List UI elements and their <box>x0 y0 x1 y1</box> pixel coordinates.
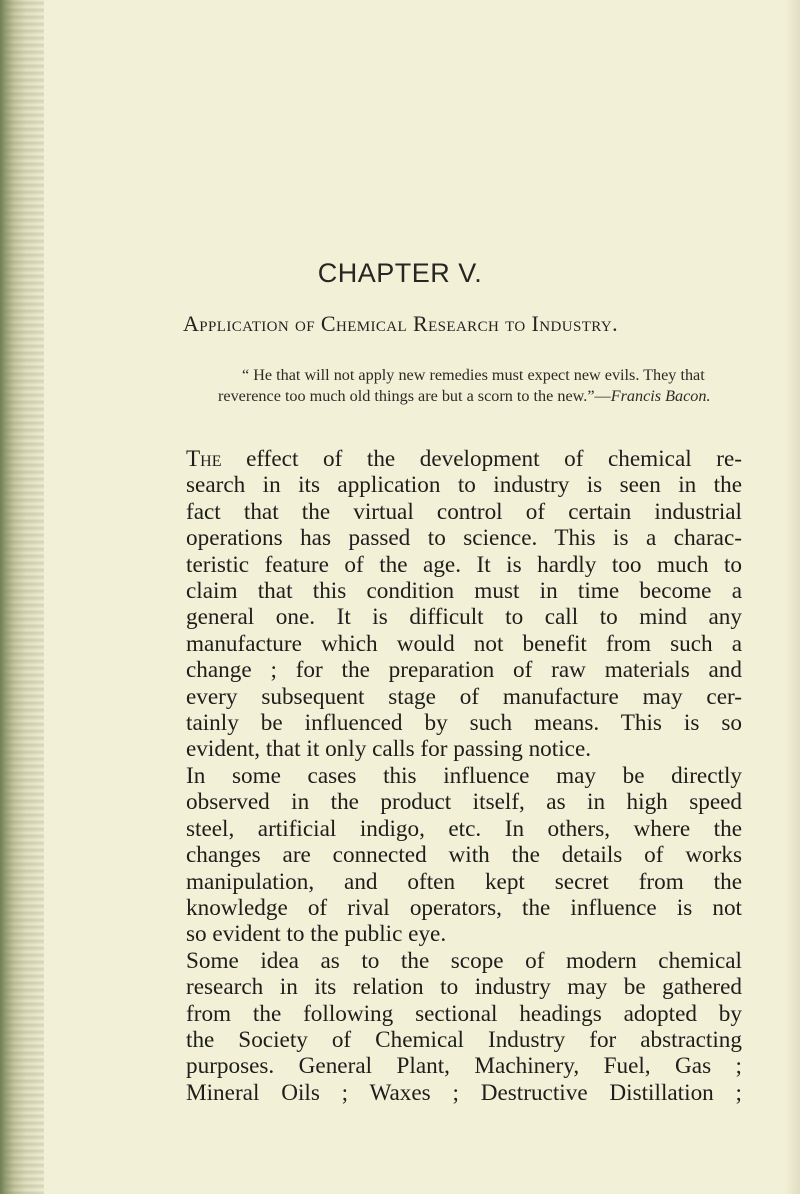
chapter-title: Application of Chemical Research to Industry. <box>183 311 618 336</box>
epigraph-quote: “ He that will not apply new remedies must expect new evils. They that reverence too much old things are but a scorn to the new.”— <box>218 366 705 405</box>
text-line: Mineral Oils ; Waxes ; Destructive Distillation ; <box>186 1079 742 1106</box>
paragraph-2 <box>186 763 742 948</box>
text-line: change ; for the preparation of raw materials and <box>186 657 742 684</box>
text-line: general one. It is difficult to call to mind any <box>186 604 742 631</box>
text-line: knowledge of rival operators, the influence is not <box>186 894 742 921</box>
text-line: so evident to the public eye. <box>186 921 447 948</box>
text-line: Some idea as to the scope of modern chemical <box>186 947 742 974</box>
text-line: purposes. General Plant, Machinery, Fuel, Gas ; <box>186 1053 742 1080</box>
text-line: claim that this condition must in time become a <box>186 578 742 605</box>
text-line: from the following sectional headings adopted by <box>186 1000 742 1027</box>
text-line: The effect of the development of chemical re- <box>186 446 742 472</box>
text-line: In some cases this influence may be directly <box>186 762 742 789</box>
paragraph-3 <box>186 948 742 1106</box>
text-line: changes are connected with the details of works <box>186 842 742 869</box>
page-edge <box>784 0 800 1194</box>
text-line: steel, artificial indigo, etc. In others, where the <box>186 815 742 842</box>
paragraph-lead-word: The <box>186 446 222 472</box>
text-line: manipulation, and often kept secret from the <box>186 868 742 895</box>
text-line: search in its application to industry is seen in the <box>186 472 742 499</box>
text-line: manufacture which would not benefit from such a <box>186 630 742 657</box>
text-line: operations has passed to science. This is a charac- <box>186 525 742 552</box>
text-line: observed in the product itself, as in high speed <box>186 789 742 816</box>
text-line: evident, that it only calls for passing notice. <box>186 736 592 763</box>
text-line: research in its relation to industry may be gathered <box>186 974 742 1001</box>
text-line: every subsequent stage of manufacture may cer- <box>186 683 742 710</box>
epigraph-attribution: Francis Bacon. <box>610 387 711 405</box>
text-line: the Society of Chemical Industry for abstracting <box>186 1026 742 1053</box>
chapter-heading: CHAPTER V. <box>317 258 483 288</box>
text-line: teristic feature of the age. It is hardly too much to <box>186 551 742 578</box>
text-line: fact that the virtual control of certain industrial <box>186 498 742 525</box>
epigraph <box>218 365 738 407</box>
body-text <box>186 446 742 1106</box>
text-line: tainly be influenced by such means. This is so <box>186 710 742 737</box>
paragraph-1 <box>186 446 742 763</box>
book-binding-gutter <box>0 0 44 1194</box>
